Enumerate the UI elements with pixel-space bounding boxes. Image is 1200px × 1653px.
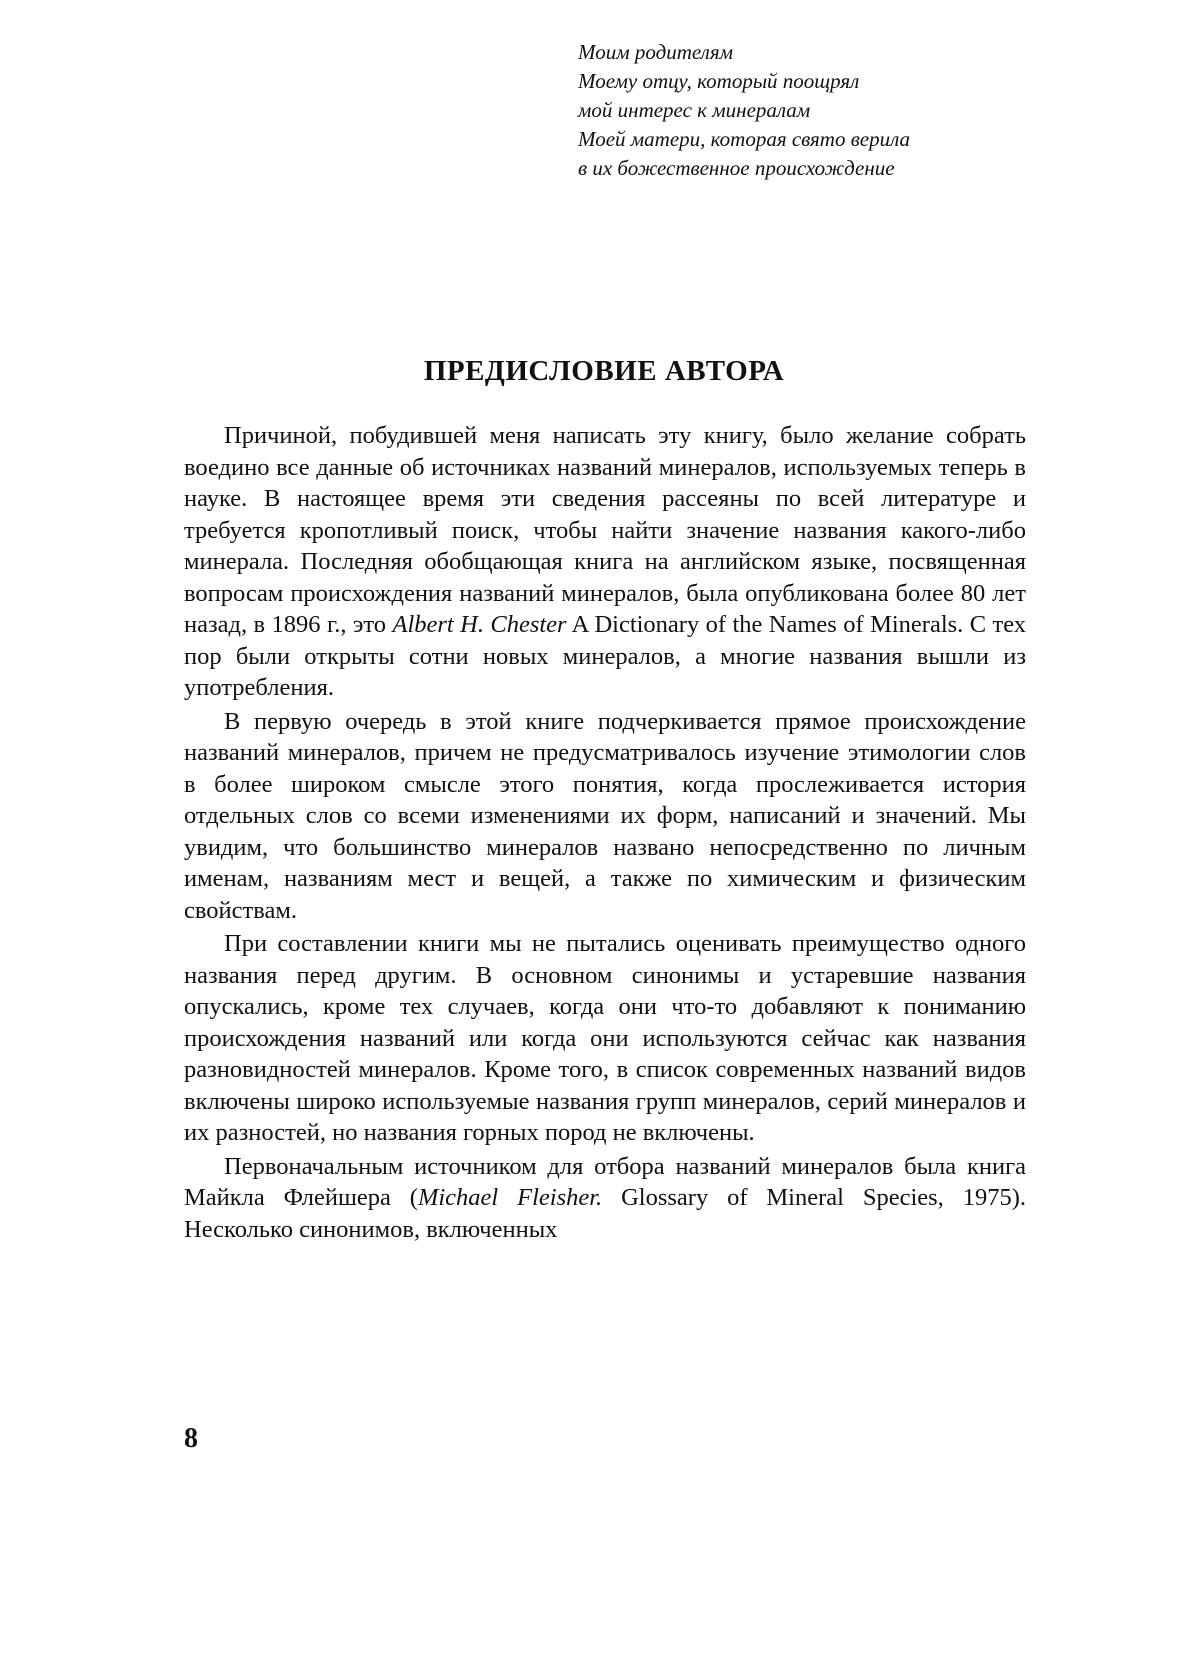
text-segment: Причиной, побудившей меня написать эту книгу, было желание собрать воедино все данные об источниках названий минералов, используемых теперь в науке. В настоящее время эти сведения рассеяны по всей литературе и требуется кропотливый поиск, чтобы найти значение названия какого-либо минерала. Последняя обобщающая книга на английском языке, посвященная вопросам происхождения названий минералов, была опубликована более 80 лет назад, в 1896 г., это: [184, 422, 1026, 638]
page-number: 8: [184, 1423, 198, 1454]
paragraph: [184, 420, 1026, 704]
paragraph: [184, 928, 1026, 1149]
text-segment: Glossary of Mineral Species, 1975). Несколько синонимов, включенных: [184, 1184, 1026, 1243]
dedication-line: Моей матери, которая свято верила: [578, 127, 911, 151]
text-segment: Первоначальным источником для отбора названий минералов была книга Майкла Флейшера (: [184, 1152, 1026, 1211]
dedication: [578, 38, 1048, 183]
text-segment: A Dictionary of the Names of Minerals. С тех пор были открыты сотни новых минералов, а многие названия вышли из употребления.: [184, 611, 1026, 701]
dedication-line: Моему отцу, который поощрял: [578, 69, 860, 93]
dedication-line: Моим родителям: [578, 40, 733, 64]
author-name: Albert H. Chester: [392, 611, 567, 638]
paragraph: [184, 706, 1026, 927]
text-segment: В первую очередь в этой книге подчеркивается прямое происхождение названий минералов, причем не предусматривалось изучение этимологии слов в более широком смысле этого понятия, когда прослеживается история отдельных слов со всеми изменениями их форм, написаний и значений. Мы увидим, что большинство минералов названо непосредственно по личным именам, названиям мест и вещей, а также по химическим и физическим свойствам.: [184, 707, 1026, 924]
text-segment: При составлении книги мы не пытались оценивать преимущество одного названия перед другим. В основном синонимы и устаревшие названия опускались, кроме тех случаев, когда они что-то добавляют к пониманию происхождения названий или когда они используются сейчас как названия разновидностей минералов. Кроме того, в список современных названий видов включены широко используемые названия групп минералов, серий минералов и их разностей, но названия горных пород не включены.: [184, 930, 1026, 1146]
body-text: [184, 420, 1026, 1245]
author-name: Michael Fleisher.: [417, 1184, 603, 1211]
paragraph: [184, 1151, 1026, 1246]
section-heading: ПРЕДИСЛОВИЕ АВТОРА: [423, 355, 785, 387]
dedication-line: в их божественное происхождение: [578, 156, 895, 180]
dedication-line: мой интерес к минералам: [578, 98, 811, 122]
